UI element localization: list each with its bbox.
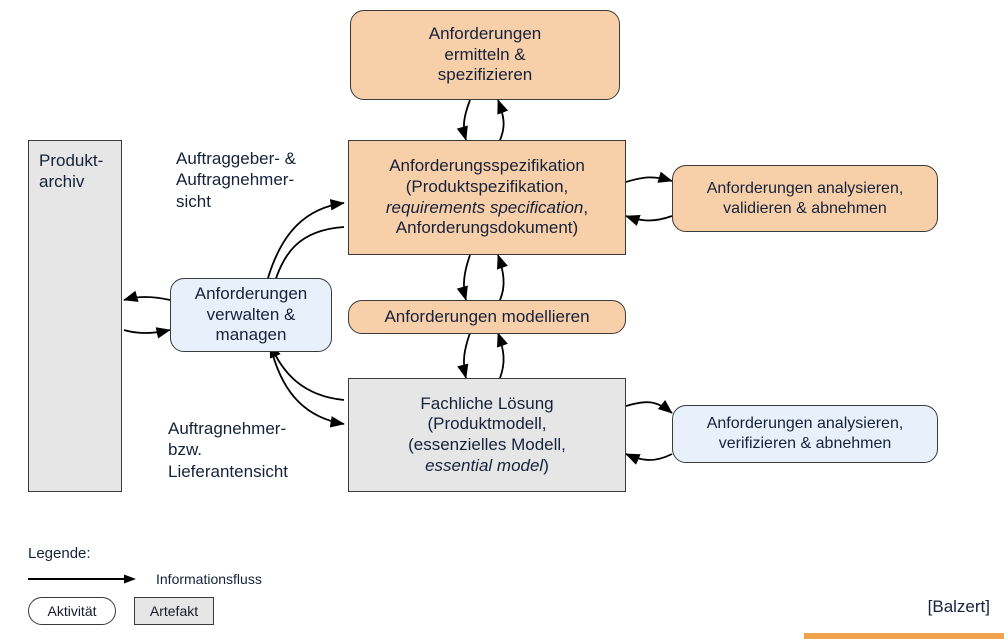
- node-analysieren-validieren-line2: validieren & abnehmen: [723, 199, 887, 217]
- node-anforderungen-analysieren-verifizieren[interactable]: [672, 405, 938, 463]
- node-spezifikation-line3: requirements specification: [385, 197, 584, 217]
- annotation-auftraggeber-line3: sicht: [176, 191, 211, 211]
- node-anforderungen-modellieren[interactable]: [348, 300, 626, 334]
- node-fachliche-loesung-line4-wrap: [355, 456, 619, 477]
- node-fachliche-loesung-line4: essential model: [425, 455, 544, 475]
- annotation-auftraggebersicht: [176, 148, 356, 212]
- node-anforderungen-analysieren-validieren[interactable]: [672, 165, 938, 232]
- node-fachliche-loesung[interactable]: [348, 378, 626, 492]
- node-verwalten-line1: Anforderungen: [194, 283, 308, 303]
- node-spezifikation-line3-suffix: ,: [583, 197, 589, 217]
- legend-title: Legende:: [28, 545, 91, 562]
- node-produktarchiv[interactable]: [28, 140, 122, 492]
- legend-flow-label: Informationsfluss: [156, 571, 262, 587]
- annotation-auftraggeber-line2: Auftragnehmer-: [176, 170, 295, 190]
- arrow-icon: [28, 572, 138, 586]
- node-verwalten-line3: managen: [215, 325, 287, 345]
- annotation-auftragnehmer-line3: Lieferantensicht: [168, 461, 289, 481]
- bottom-accent-bar: [804, 633, 1004, 639]
- node-verwalten-line2: verwalten &: [206, 304, 296, 324]
- annotation-auftragnehmersicht: [168, 418, 358, 482]
- node-anforderungen-verwalten[interactable]: [170, 278, 332, 352]
- node-fachliche-loesung-line2: (Produktmodell,: [427, 414, 547, 434]
- legend-shapes-row: [28, 597, 428, 625]
- node-spezifikation-line3-wrap: [355, 198, 619, 219]
- node-ermitteln-line1: Anforderungen: [428, 23, 542, 43]
- node-fachliche-loesung-line4-suffix: ): [543, 455, 549, 475]
- node-ermitteln-line2: ermitteln &: [444, 44, 526, 64]
- legend-activity-label: Aktivität: [47, 603, 97, 619]
- annotation-auftragnehmer-line2: bzw.: [168, 440, 203, 460]
- node-analysieren-verifizieren-line2: verifizieren & abnehmen: [718, 435, 892, 452]
- node-produktarchiv-line1: Produkt-: [39, 151, 104, 170]
- node-analysieren-validieren-line1: Anforderungen analysieren,: [706, 179, 904, 197]
- annotation-auftraggeber-line1: Auftraggeber- &: [176, 149, 297, 168]
- legend-activity-shape: [28, 597, 116, 625]
- legend-artifact-shape: [134, 597, 214, 625]
- node-fachliche-loesung-line1: Fachliche Lösung: [420, 393, 554, 413]
- node-modellieren-line1: Anforderungen modellieren: [384, 306, 590, 326]
- node-spezifikation-line2: (Produktspezifikation,: [405, 176, 569, 196]
- node-anforderungen-ermitteln[interactable]: [350, 10, 620, 100]
- node-spezifikation-line1: Anforderungsspezifikation: [389, 156, 585, 176]
- source-credit: [Balzert]: [927, 597, 990, 616]
- node-anforderungsspezifikation[interactable]: [348, 140, 626, 255]
- legend-artifact-label: Artefakt: [149, 603, 199, 619]
- legend: [28, 545, 428, 625]
- node-spezifikation-line4: Anforderungsdokument): [395, 218, 579, 238]
- node-analysieren-verifizieren-line1: Anforderungen analysieren,: [706, 415, 904, 433]
- node-fachliche-loesung-line3: (essenzielles Modell,: [408, 435, 566, 454]
- legend-flow-row: [28, 571, 428, 587]
- node-ermitteln-line3: spezifizieren: [437, 65, 533, 85]
- node-produktarchiv-line2: archiv: [39, 171, 85, 191]
- annotation-auftragnehmer-line1: Auftragnehmer-: [168, 419, 287, 438]
